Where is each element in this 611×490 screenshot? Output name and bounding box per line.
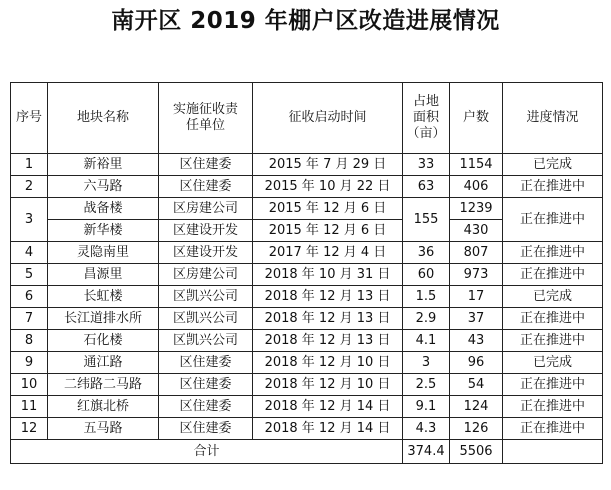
cell-no: 1 (11, 154, 48, 176)
cell-households: 17 (450, 286, 503, 308)
header-area-line2: 面积 (412, 110, 439, 125)
cell-unit: 区住建委 (159, 352, 253, 374)
cell-unit: 区建设开发 (159, 220, 253, 242)
table-row (11, 264, 603, 286)
cell-name: 新裕里 (48, 154, 159, 176)
table-row (11, 308, 603, 330)
cell-status: 正在推进中 (503, 242, 603, 264)
header-date: 征收启动时间 (253, 83, 403, 154)
total-area: 374.4 (403, 440, 450, 464)
cell-status: 已完成 (503, 352, 603, 374)
cell-date: 2015 年 7 月 29 日 (253, 154, 403, 176)
header-area-line3: （亩） (406, 126, 446, 141)
cell-households: 54 (450, 374, 503, 396)
cell-date: 2018 年 12 月 13 日 (253, 330, 403, 352)
cell-households: 126 (450, 418, 503, 440)
total-households: 5506 (450, 440, 503, 464)
cell-name: 战备楼 (48, 198, 159, 220)
table-body (11, 154, 603, 440)
cell-no: 7 (11, 308, 48, 330)
cell-unit: 区建设开发 (159, 242, 253, 264)
cell-status: 已完成 (503, 154, 603, 176)
header-unit-line1: 实施征收责 (172, 102, 238, 117)
table-row (11, 374, 603, 396)
cell-date: 2018 年 12 月 10 日 (253, 352, 403, 374)
cell-date: 2018 年 10 月 31 日 (253, 264, 403, 286)
cell-households: 1239 (450, 198, 503, 220)
cell-status: 正在推进中 (503, 198, 603, 242)
table-row (11, 176, 603, 198)
total-label: 合计 (11, 440, 403, 464)
header-unit-line2: 任单位 (185, 118, 225, 133)
cell-area: 3 (403, 352, 450, 374)
cell-households: 124 (450, 396, 503, 418)
cell-no: 5 (11, 264, 48, 286)
table-row (11, 198, 603, 220)
cell-unit: 区住建委 (159, 176, 253, 198)
header-unit (159, 83, 253, 154)
cell-households: 43 (450, 330, 503, 352)
header-households: 户数 (450, 83, 503, 154)
header-area (403, 83, 450, 154)
cell-area: 36 (403, 242, 450, 264)
table-row (11, 396, 603, 418)
cell-date: 2018 年 12 月 13 日 (253, 286, 403, 308)
cell-status: 正在推进中 (503, 330, 603, 352)
cell-name: 新华楼 (48, 220, 159, 242)
cell-name: 昌源里 (48, 264, 159, 286)
cell-name: 长江道排水所 (48, 308, 159, 330)
cell-households: 973 (450, 264, 503, 286)
cell-name: 二纬路二马路 (48, 374, 159, 396)
cell-area: 33 (403, 154, 450, 176)
cell-area: 2.9 (403, 308, 450, 330)
cell-name: 长虹楼 (48, 286, 159, 308)
cell-no: 4 (11, 242, 48, 264)
cell-status: 正在推进中 (503, 396, 603, 418)
table-row (11, 352, 603, 374)
cell-area: 2.5 (403, 374, 450, 396)
cell-name: 石化楼 (48, 330, 159, 352)
cell-no: 2 (11, 176, 48, 198)
cell-date: 2017 年 12 月 4 日 (253, 242, 403, 264)
cell-area: 63 (403, 176, 450, 198)
cell-area: 9.1 (403, 396, 450, 418)
cell-area: 155 (403, 198, 450, 242)
cell-area: 1.5 (403, 286, 450, 308)
cell-date: 2018 年 12 月 14 日 (253, 396, 403, 418)
cell-name: 五马路 (48, 418, 159, 440)
cell-area: 4.3 (403, 418, 450, 440)
cell-name: 红旗北桥 (48, 396, 159, 418)
cell-unit: 区房建公司 (159, 198, 253, 220)
table-row (11, 418, 603, 440)
cell-unit: 区住建委 (159, 396, 253, 418)
cell-no: 3 (11, 198, 48, 242)
cell-no: 12 (11, 418, 48, 440)
cell-date: 2015 年 12 月 6 日 (253, 220, 403, 242)
cell-date: 2018 年 12 月 13 日 (253, 308, 403, 330)
total-row (11, 440, 603, 464)
cell-status: 正在推进中 (503, 418, 603, 440)
cell-unit: 区房建公司 (159, 264, 253, 286)
cell-status: 已完成 (503, 286, 603, 308)
cell-unit: 区凯兴公司 (159, 308, 253, 330)
cell-status: 正在推进中 (503, 308, 603, 330)
cell-area: 60 (403, 264, 450, 286)
page-title: 南开区 2019 年棚户区改造进展情况 (111, 8, 500, 34)
cell-no: 11 (11, 396, 48, 418)
table-header (11, 83, 603, 154)
cell-status: 正在推进中 (503, 264, 603, 286)
header-row (11, 83, 603, 154)
cell-no: 8 (11, 330, 48, 352)
cell-no: 6 (11, 286, 48, 308)
table-row (11, 242, 603, 264)
cell-households: 37 (450, 308, 503, 330)
header-status: 进度情况 (503, 83, 603, 154)
cell-unit: 区住建委 (159, 154, 253, 176)
cell-name: 灵隐南里 (48, 242, 159, 264)
cell-households: 96 (450, 352, 503, 374)
cell-unit: 区凯兴公司 (159, 286, 253, 308)
cell-name: 通江路 (48, 352, 159, 374)
cell-status: 正在推进中 (503, 176, 603, 198)
progress-table (10, 82, 603, 464)
cell-status: 正在推进中 (503, 374, 603, 396)
cell-name: 六马路 (48, 176, 159, 198)
cell-households: 1154 (450, 154, 503, 176)
cell-households: 430 (450, 220, 503, 242)
header-name: 地块名称 (48, 83, 159, 154)
cell-date: 2018 年 12 月 14 日 (253, 418, 403, 440)
cell-date: 2015 年 10 月 22 日 (253, 176, 403, 198)
table-footer (11, 440, 603, 464)
table-row (11, 154, 603, 176)
table-row (11, 286, 603, 308)
cell-households: 807 (450, 242, 503, 264)
cell-area: 4.1 (403, 330, 450, 352)
cell-unit: 区住建委 (159, 374, 253, 396)
cell-no: 10 (11, 374, 48, 396)
header-no: 序号 (11, 83, 48, 154)
cell-unit: 区住建委 (159, 418, 253, 440)
total-status (503, 440, 603, 464)
table-row (11, 330, 603, 352)
cell-date: 2015 年 12 月 6 日 (253, 198, 403, 220)
cell-households: 406 (450, 176, 503, 198)
cell-date: 2018 年 12 月 10 日 (253, 374, 403, 396)
cell-unit: 区凯兴公司 (159, 330, 253, 352)
header-area-line1: 占地 (412, 94, 439, 109)
cell-no: 9 (11, 352, 48, 374)
